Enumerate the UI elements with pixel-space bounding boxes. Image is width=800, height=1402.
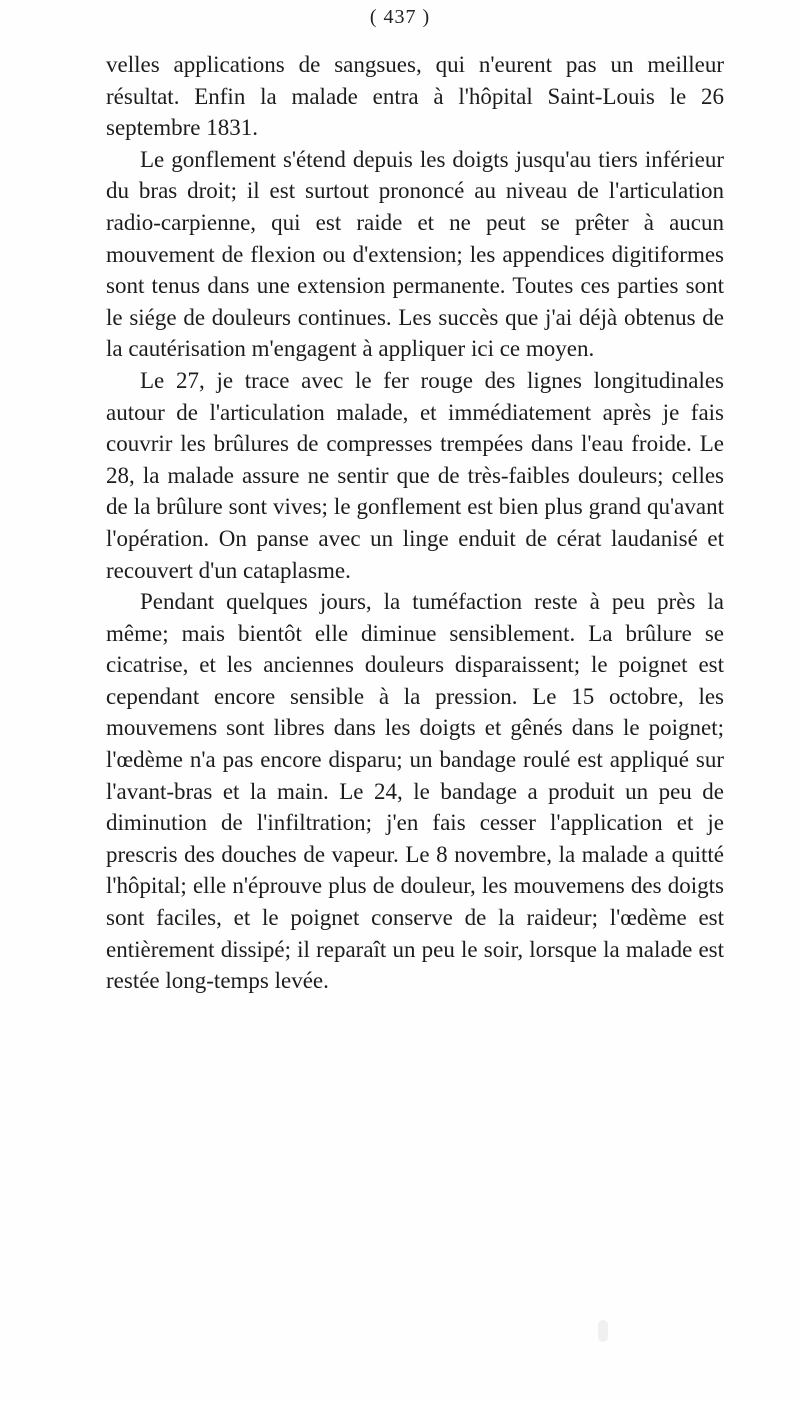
paper-smudge xyxy=(598,1320,608,1342)
paragraph-continuation: velles applications de sangsues, qui n'eurent pas un meilleur résultat. Enfin la malade entra à l'hôpital Saint-Louis le 26 septembre 1831. xyxy=(106,52,724,141)
page-number: ( 437 ) xyxy=(369,6,431,28)
paragraph-swelling: Le gonflement s'étend depuis les doigts jusqu'au tiers inférieur du bras droit; il est surtout prononcé au niveau de l'articulation radio-carpienne, qui est raide et ne peut se prêter à aucun mouvement de flexion ou d'extension; les appendices digitiformes sont tenus dans une extension permanente. Toutes ces parties sont le siége de douleurs continues. Les succès que j'ai déjà obtenus de la cautérisation m'engagent à appliquer ici ce moyen. xyxy=(106,146,724,362)
body-text xyxy=(106,49,724,997)
paragraph-cauterization: Le 27, je trace avec le fer rouge des lignes longitudinales autour de l'articulation malade, et immédiatement après je fais couvrir les brûlures de compresses trempées dans l'eau froide. Le 28, la malade assure ne sentir que de très-faibles douleurs; celles de la brûlure sont vives; le gonflement est bien plus grand qu'avant l'opération. On panse avec un linge enduit de cérat laudanisé et recouvert d'un cataplasme. xyxy=(106,367,724,583)
paragraph-recovery: Pendant quelques jours, la tuméfaction reste à peu près la même; mais bientôt elle diminue sensiblement. La brûlure se cicatrise, et les anciennes douleurs disparaissent; le poignet est cependant encore sensible à la pression. Le 15 octobre, les mouvemens sont libres dans les doigts et gênés dans le poignet; l'œdème n'a pas encore disparu; un bandage roulé est appliqué sur l'avant-bras et la main. Le 24, le bandage a produit un peu de diminution de l'infiltration; j'en fais cesser l'application et je prescris des douches de vapeur. Le 8 novembre, la malade a quitté l'hôpital; elle n'éprouve plus de douleur, les mouvemens des doigts sont faciles, et le poignet conserve de la raideur; l'œdème est entièrement dissipé; il reparaît un peu le soir, lorsque la malade est restée long-temps levée. xyxy=(106,589,724,994)
